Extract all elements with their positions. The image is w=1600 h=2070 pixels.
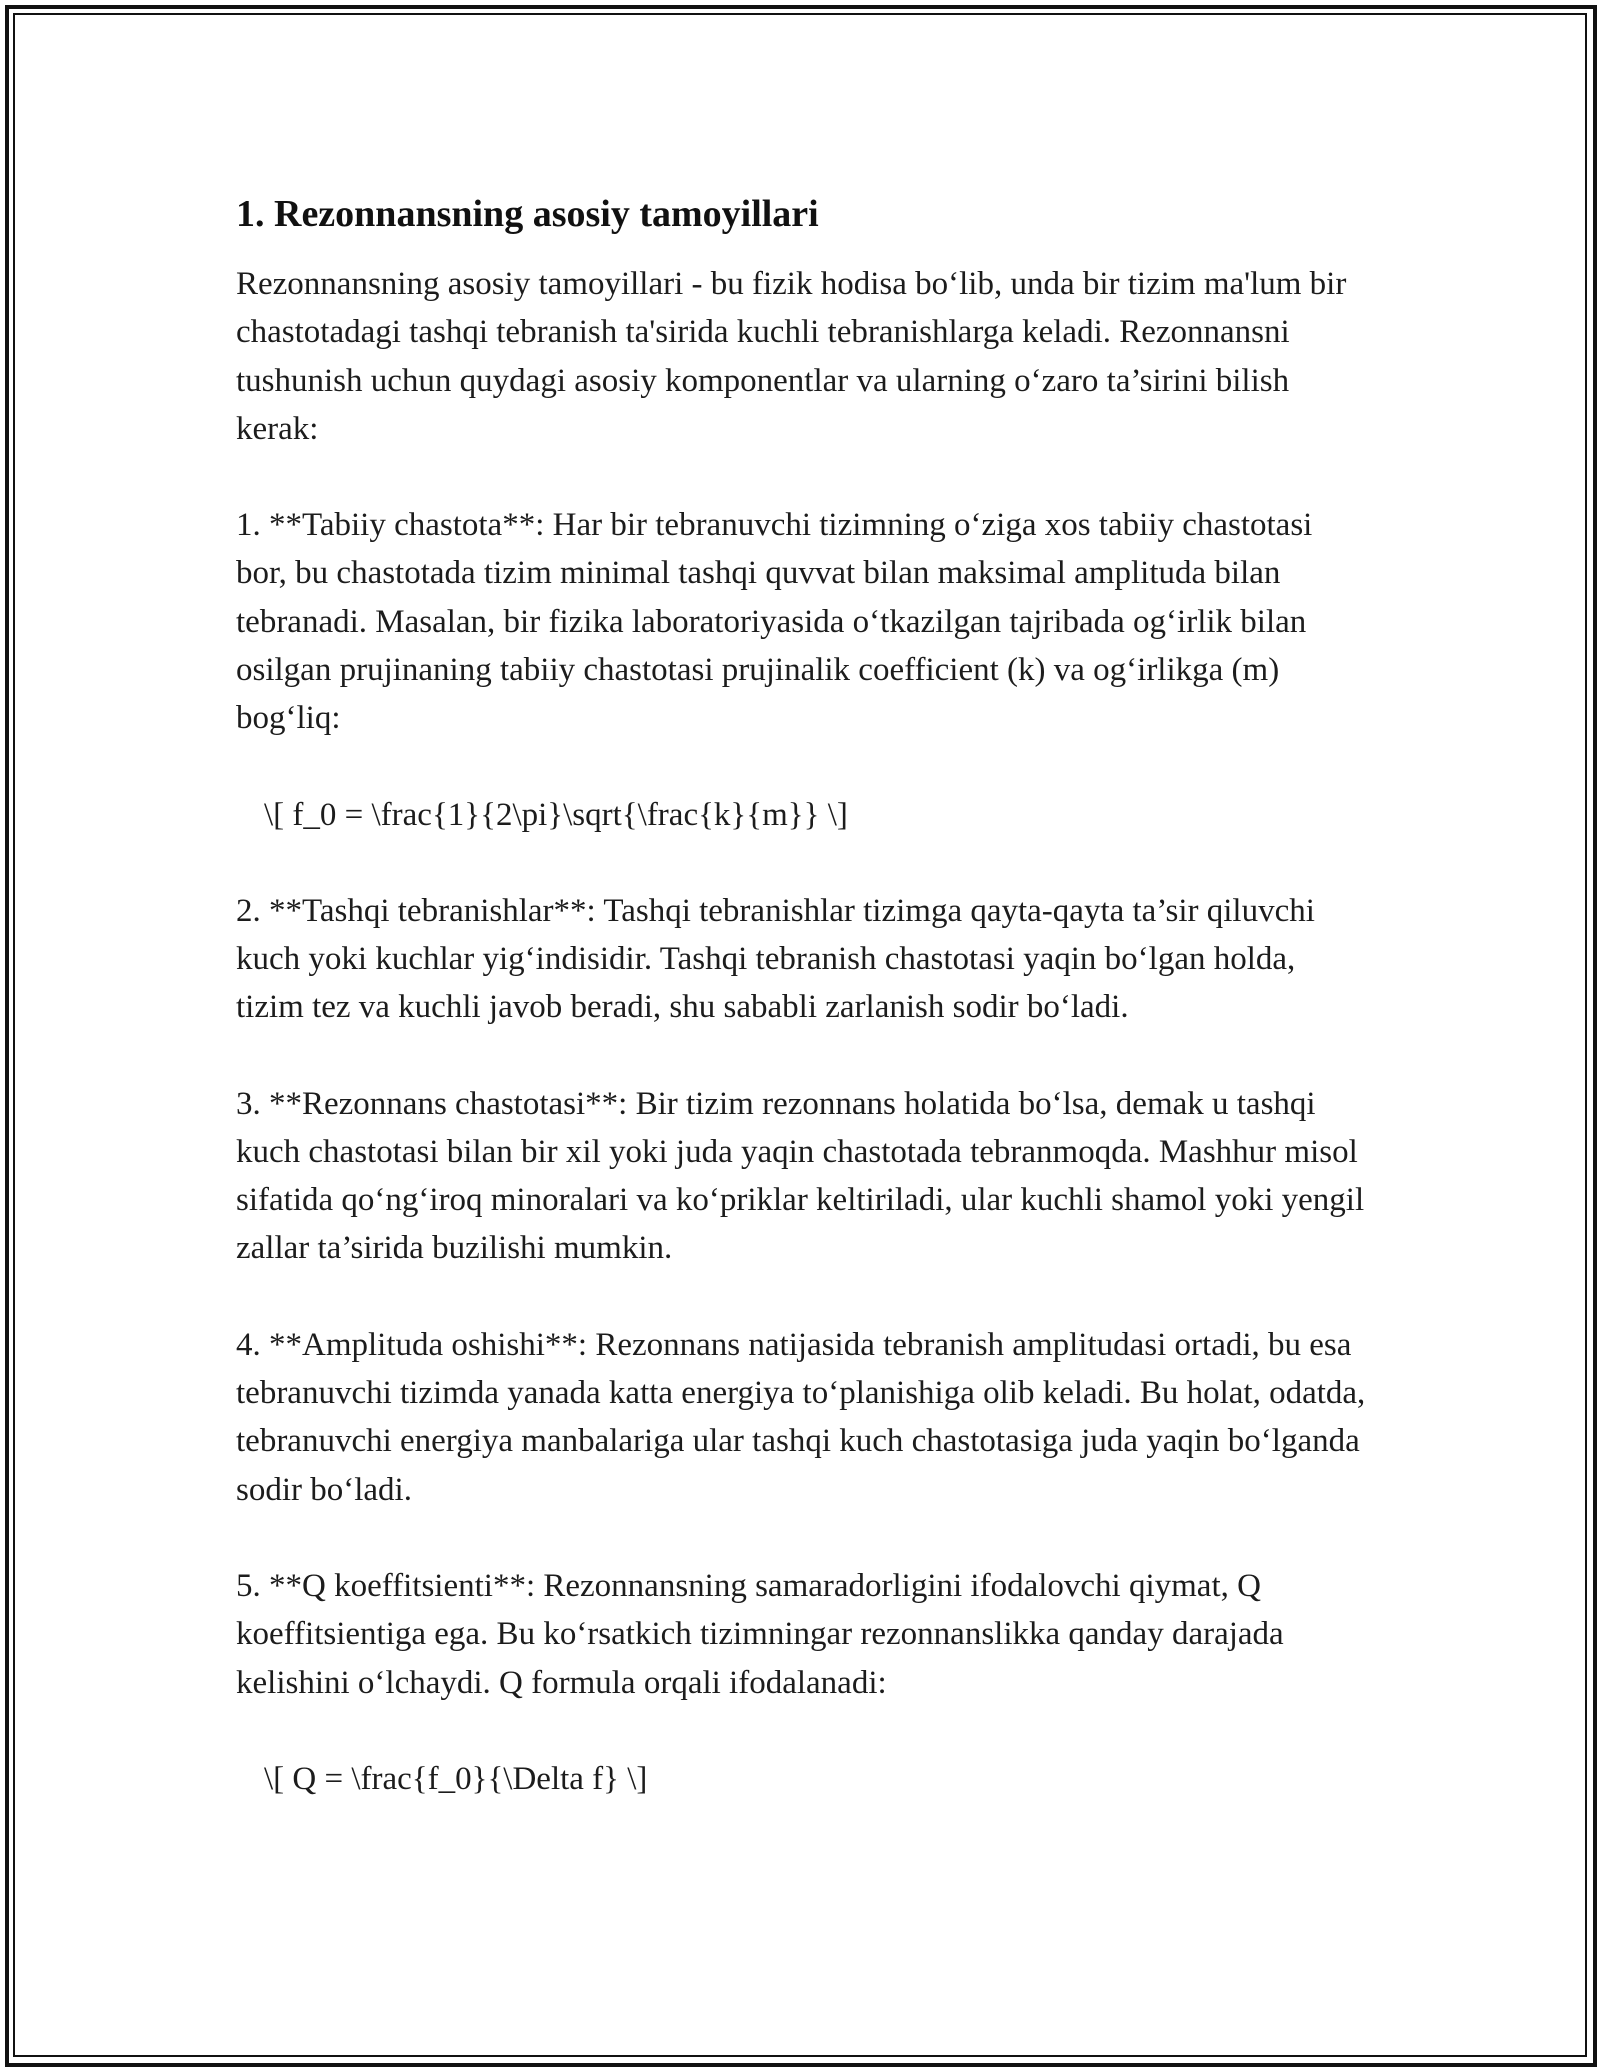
list-item-natural-frequency: 1. **Tabiiy chastota**: Har bir tebranuvchi tizimning o‘ziga xos tabiiy chastotasi bor, bu chastotada tizim minimal tashqi quvvat bilan maksimal amplituda bilan tebranadi. Masalan, bir fizika laboratoriyasida o‘tkazilgan tajribada og‘irlik bilan osilgan prujinaning tabiiy chastotasi prujinalik coefficient (k) va og‘irlikga (m) bog‘liq: [236, 507, 1313, 737]
formula-natural-frequency: \[ f_0 = \frac{1}{2\pi}\sqrt{\frac{k}{m}} \] [264, 796, 848, 833]
list-item-q-factor: 5. **Q koeffitsienti**: Rezonnansning samaradorligini ifodalovchi qiymat, Q koeffitsientiga ega. Bu ko‘rsatkich tizimningar rezonnanslikka qanday darajada kelishini o‘lchaydi. Q formula orqali ifodalanadi: [236, 1567, 1284, 1701]
list-item-resonance-frequency: 3. **Rezonnans chastotasi**: Bir tizim rezonnans holatida bo‘lsa, demak u tashqi kuch chastotasi bilan bir xil yoki juda yaqin chastotada tebranmoqda. Mashhur misol sifatida qo‘ng‘iroq minoralari va ko‘priklar keltiriladi, ular kuchli shamol yoki yengil zallar ta’sirida buzilishi mumkin. [236, 1085, 1365, 1267]
document-page [236, 190, 1366, 1851]
intro-paragraph: Rezonnansning asosiy tamoyillari - bu fizik hodisa bo‘lib, unda bir tizim ma'lum bir chastotadagi tashqi tebranish ta'sirida kuchli tebranishlarga keladi. Rezonnansni tushunish uchun quydagi asosiy komponentlar va ularning o‘zaro ta’sirini bilish kerak: [236, 266, 1347, 447]
section-heading: 1. Rezonnansning asosiy tamoyillari [236, 193, 819, 235]
list-item-external-oscillations: 2. **Tashqi tebranishlar**: Tashqi tebranishlar tizimga qayta-qayta ta’sir qiluvchi kuch yoki kuchlar yig‘indisidir. Tashqi tebranish chastotasi yaqin bo‘lgan holda, tizim tez va kuchli javob beradi, shu sababli zarlanish sodir bo‘ladi. [236, 892, 1315, 1026]
formula-q-factor: \[ Q = \frac{f_0}{\Delta f} \] [264, 1760, 648, 1797]
list-item-amplitude-increase: 4. **Amplituda oshishi**: Rezonnans natijasida tebranish amplitudasi ortadi, bu esa tebranuvchi tizimda yanada katta energiya to‘planishiga olib keladi. Bu holat, odatda, tebranuvchi energiya manbalariga ular tashqi kuch chastotasiga juda yaqin bo‘lganda sodir bo‘ladi. [236, 1326, 1366, 1508]
